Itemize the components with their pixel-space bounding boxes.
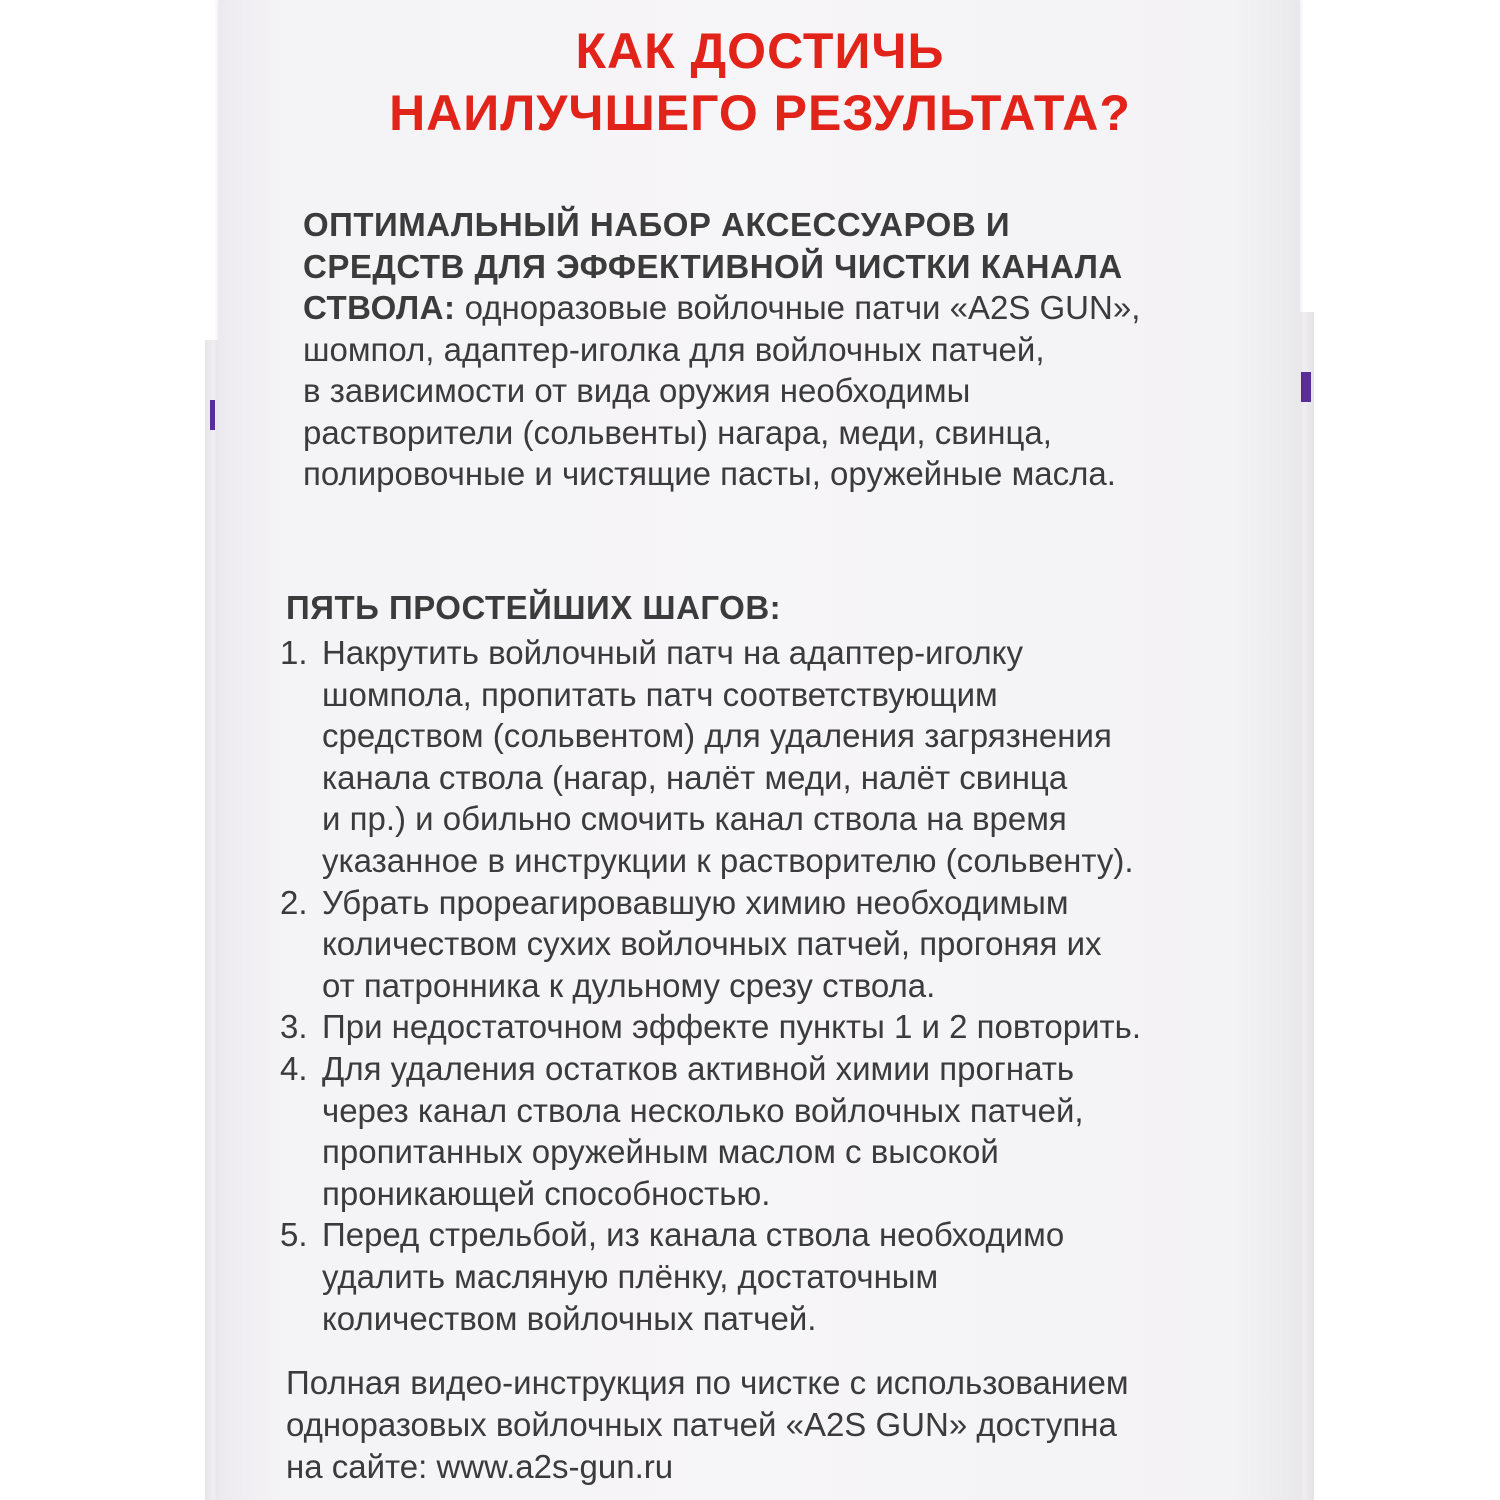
kit-heading-line-2: СРЕДСТВ ДЛЯ ЭФФЕКТИВНОЙ ЧИСТКИ КАНАЛА xyxy=(303,247,1123,285)
kit-heading-line-1: ОПТИМАЛЬНЫЙ НАБОР АКСЕССУАРОВ И xyxy=(303,206,1011,243)
step-line: через канал ствола несколько войлочных патчей, xyxy=(322,1091,1084,1129)
step-line: канала ствола (нагар, налёт меди, налёт свинца xyxy=(322,758,1068,796)
step-line: удалить масляную плёнку, достаточным xyxy=(322,1257,939,1295)
step-number: 4. xyxy=(280,1049,308,1087)
kit-heading-line-3: СТВОЛА: xyxy=(303,289,456,326)
steps-list xyxy=(280,632,1270,1339)
step-line: При недостаточном эффекте пункты 1 и 2 повторить. xyxy=(322,1008,1142,1046)
step-line: Для удаления остатков активной химии прогнать xyxy=(322,1049,1075,1087)
kit-text-line-7: полировочные и чистящие пасты, оружейные масла. xyxy=(303,455,1116,492)
footer-line-3: на сайте: www.a2s-gun.ru xyxy=(286,1448,674,1485)
step-line: и пр.) и обильно смочить канал ствола на время xyxy=(322,800,1067,838)
step-number: 1. xyxy=(280,634,308,671)
footer-line-2: одноразовых войлочных патчей «A2S GUN» доступна xyxy=(286,1406,1117,1443)
step-line: Перед стрельбой, из канала ствола необходимо xyxy=(322,1216,1065,1254)
kit-text-line-3: одноразовые войлочные патчи «A2S GUN», xyxy=(455,289,1141,326)
step-number: 2. xyxy=(280,883,308,921)
step-line: указанное в инструкции к растворителю (сольвенту). xyxy=(322,841,1134,879)
kit-text-line-4: шомпол, адаптер-иголка для войлочных патчей, xyxy=(303,330,1045,368)
steps-heading: ПЯТЬ ПРОСТЕЙШИХ ШАГОВ: xyxy=(286,589,782,626)
step-line: Накрутить войлочный патч на адаптер-иголку xyxy=(322,634,1023,671)
purple-accent-left xyxy=(210,400,215,430)
page-title xyxy=(300,20,1220,144)
step-line: проникающей способностью. xyxy=(322,1174,771,1212)
footer-line-1: Полная видео-инструкция по чистке с использованием xyxy=(286,1364,1129,1401)
step-4 xyxy=(280,1048,1270,1214)
kit-text-line-5: в зависимости от вида оружия необходимы xyxy=(303,372,971,409)
step-2 xyxy=(280,882,1270,1007)
step-line: от патронника к дульному срезу ствола. xyxy=(322,966,936,1004)
package-edge-left xyxy=(205,340,219,1500)
video-instruction-note xyxy=(286,1362,1276,1488)
step-5 xyxy=(280,1214,1270,1339)
purple-accent-right xyxy=(1301,372,1311,402)
step-line: шомпола, пропитать патч соответствующим xyxy=(322,675,998,713)
step-1 xyxy=(280,632,1270,882)
step-number: 5. xyxy=(280,1216,308,1254)
step-number: 3. xyxy=(280,1008,308,1046)
step-line: количеством войлочных патчей. xyxy=(322,1299,817,1337)
step-line: пропитанных оружейным маслом с высокой xyxy=(322,1133,999,1171)
step-line: количеством сухих войлочных патчей, прогоняя их xyxy=(322,925,1102,963)
step-3 xyxy=(280,1006,1270,1048)
step-line: Убрать прореагировавшую химию необходимым xyxy=(322,883,1069,921)
accessory-kit-paragraph xyxy=(303,204,1263,495)
kit-text-line-6: растворители (сольвенты) нагара, меди, свинца, xyxy=(303,413,1052,451)
kit-line-3 xyxy=(303,287,1263,329)
package-edge-right xyxy=(1300,312,1314,1500)
title-line-2: НАИЛУЧШЕГО РЕЗУЛЬТАТА? xyxy=(389,85,1131,141)
step-line: средством (сольвентом) для удаления загрязнения xyxy=(322,717,1112,755)
title-line-1: КАК ДОСТИЧЬ xyxy=(575,23,945,79)
